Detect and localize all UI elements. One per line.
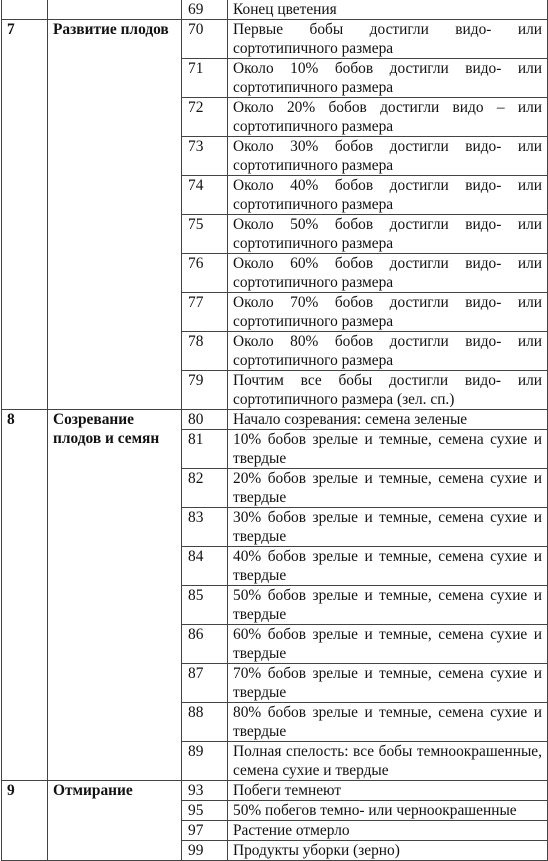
- code-cell: 97: [182, 821, 228, 841]
- phase-name-cell: Отмирание: [48, 781, 182, 861]
- table-body: [2, 0, 548, 861]
- code-cell: 77: [182, 293, 228, 332]
- code-cell: 78: [182, 332, 228, 371]
- description-cell: 80% бобов зрелые и темные, семена сухие и твердые: [228, 703, 548, 742]
- description-cell: Продукты уборки (зерно): [228, 841, 548, 861]
- description-cell: Около 10% бобов достигли видо- или сортотипичного размера: [228, 59, 548, 98]
- description-cell: 50% бобов зрелые и темные, семена сухие и твердые: [228, 586, 548, 625]
- stage-number-cell: 7: [2, 20, 48, 410]
- code-cell: 76: [182, 254, 228, 293]
- description-cell: Начало созревания: семена зеленые: [228, 410, 548, 430]
- code-cell: 74: [182, 176, 228, 215]
- code-cell: 79: [182, 371, 228, 410]
- stage-number-cell: 9: [2, 781, 48, 861]
- code-cell: 88: [182, 703, 228, 742]
- table-row: [2, 781, 548, 801]
- phase-name-cell: Созревание плодов и семян: [48, 410, 182, 781]
- description-cell: Около 50% бобов достигли видо- или сортотипичного размера: [228, 215, 548, 254]
- code-cell: 99: [182, 841, 228, 861]
- table-row: [2, 410, 548, 430]
- code-cell: 72: [182, 98, 228, 137]
- description-cell: 30% бобов зрелые и темные, семена сухие и твердые: [228, 508, 548, 547]
- description-cell: Около 30% бобов достигли видо- или сортотипичного размера: [228, 137, 548, 176]
- code-cell: 85: [182, 586, 228, 625]
- stage-number-cell: 8: [2, 410, 48, 781]
- description-cell: 60% бобов зрелые и темные, семена сухие и твердые: [228, 625, 548, 664]
- code-cell: 84: [182, 547, 228, 586]
- table-row: [2, 20, 548, 59]
- description-cell: Около 40% бобов достигли видо- или сортотипичного размера: [228, 176, 548, 215]
- phase-cell: [48, 0, 182, 20]
- code-cell: 86: [182, 625, 228, 664]
- description-cell: 40% бобов зрелые и темные, семена сухие и твердые: [228, 547, 548, 586]
- description-cell: Около 60% бобов достигли видо- или сортотипичного размера: [228, 254, 548, 293]
- description-cell: Побеги темнеют: [228, 781, 548, 801]
- description-cell: Около 80% бобов достигли видо- или сортотипичного размера: [228, 332, 548, 371]
- code-cell: 83: [182, 508, 228, 547]
- description-cell: Конец цветения: [228, 0, 548, 20]
- code-cell: 81: [182, 430, 228, 469]
- code-cell: 73: [182, 137, 228, 176]
- code-cell: 71: [182, 59, 228, 98]
- description-cell: 70% бобов зрелые и темные, семена сухие и твердые: [228, 664, 548, 703]
- code-cell: 89: [182, 742, 228, 781]
- code-cell: 93: [182, 781, 228, 801]
- description-cell: 10% бобов зрелые и темные, семена сухие и твердые: [228, 430, 548, 469]
- growth-stages-table: [1, 0, 548, 861]
- stage-cell: [2, 0, 48, 20]
- code-cell: 95: [182, 801, 228, 821]
- description-cell: Около 20% бобов достигли видо – или сортотипичного размера: [228, 98, 548, 137]
- description-cell: Около 70% бобов достигли видо- или сортотипичного размера: [228, 293, 548, 332]
- phase-name-cell: Развитие плодов: [48, 20, 182, 410]
- description-cell: Полная спелость: все бобы темноокрашенные, семена сухие и твердые: [228, 742, 548, 781]
- code-cell: 80: [182, 410, 228, 430]
- description-cell: Растение отмерло: [228, 821, 548, 841]
- code-cell: 70: [182, 20, 228, 59]
- code-cell: 75: [182, 215, 228, 254]
- code-cell: 69: [182, 0, 228, 20]
- description-cell: 20% бобов зрелые и темные, семена сухие и твердые: [228, 469, 548, 508]
- description-cell: 50% побегов темно- или черноокрашенные: [228, 801, 548, 821]
- code-cell: 87: [182, 664, 228, 703]
- code-cell: 82: [182, 469, 228, 508]
- table-row: [2, 0, 548, 20]
- description-cell: Первые бобы достигли видо- или сортотипичного размера: [228, 20, 548, 59]
- description-cell: Почтим все бобы достигли видо- или сортотипичного размера (зел. сп.): [228, 371, 548, 410]
